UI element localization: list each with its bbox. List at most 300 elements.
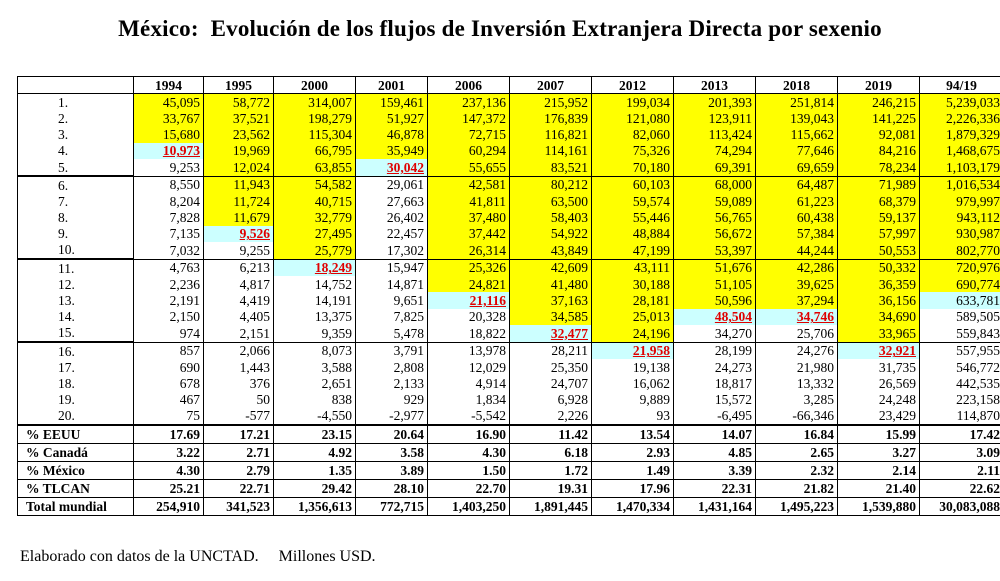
table-cell: 9,253 — [134, 159, 204, 176]
rank-label: 13. — [18, 292, 134, 308]
table-cell: 26,569 — [838, 375, 920, 391]
header-row — [18, 77, 1000, 94]
table-cell: 51,676 — [674, 259, 756, 276]
table-cell: 41,480 — [510, 276, 592, 292]
summary-cell: 30,083,088 — [920, 497, 1000, 515]
mexico-cell — [592, 342, 674, 359]
mexico-value: 18,249 — [314, 260, 352, 276]
summary-cell: 4.92 — [274, 443, 356, 461]
rank-label: 8. — [18, 210, 134, 226]
rank-label: 3. — [18, 127, 134, 143]
table-cell: 9,255 — [204, 242, 274, 259]
table-cell: 68,000 — [674, 176, 756, 193]
table-row — [18, 408, 1000, 425]
table-cell: 25,706 — [756, 325, 838, 342]
summary-cell: 3.09 — [920, 443, 1000, 461]
table-cell: 92,081 — [838, 127, 920, 143]
table-cell: 14,871 — [356, 276, 428, 292]
table-cell: 19,138 — [592, 359, 674, 375]
table-cell: 56,672 — [674, 226, 756, 242]
table-cell: 59,137 — [838, 210, 920, 226]
mexico-value: 30,042 — [386, 159, 424, 175]
table-cell: 442,535 — [920, 375, 1000, 391]
table-cell: 114,870 — [920, 408, 1000, 425]
summary-cell: 17.42 — [920, 425, 1000, 444]
table-row — [18, 193, 1000, 209]
summary-cell: 21.82 — [756, 479, 838, 497]
summary-label: % Canadá — [18, 443, 134, 461]
summary-cell: 22.70 — [428, 479, 510, 497]
summary-cell: 21.40 — [838, 479, 920, 497]
mexico-value: 32,921 — [878, 343, 916, 359]
table-cell: 857 — [134, 342, 204, 359]
table-cell: 12,024 — [204, 159, 274, 176]
table-cell: 22,457 — [356, 226, 428, 242]
table-cell: 37,294 — [756, 292, 838, 308]
rank-label: 6. — [18, 176, 134, 193]
summary-cell: 3.27 — [838, 443, 920, 461]
rank-label: 16. — [18, 342, 134, 359]
table-cell: 82,060 — [592, 127, 674, 143]
table-cell: 113,424 — [674, 127, 756, 143]
header-corner — [18, 77, 134, 94]
table-cell: 930,987 — [920, 226, 1000, 242]
table-cell: 60,103 — [592, 176, 674, 193]
table-cell: 720,976 — [920, 259, 1000, 276]
table-cell: 28,211 — [510, 342, 592, 359]
table-cell: -577 — [204, 408, 274, 425]
source-note: Elaborado con datos de la UNCTAD. Millones USD. — [20, 548, 376, 565]
table-cell: 21,980 — [756, 359, 838, 375]
table-cell: 11,943 — [204, 176, 274, 193]
mexico-cell — [274, 259, 356, 276]
table-cell: 546,772 — [920, 359, 1000, 375]
summary-cell: 1,470,334 — [592, 497, 674, 515]
rank-label: 12. — [18, 276, 134, 292]
table-cell: 1,879,329 — [920, 127, 1000, 143]
table-cell: 60,294 — [428, 143, 510, 159]
table-row — [18, 292, 1000, 308]
column-header: 2013 — [674, 77, 756, 94]
table-cell: 34,585 — [510, 309, 592, 325]
summary-cell: 254,910 — [134, 497, 204, 515]
table-cell: 60,438 — [756, 210, 838, 226]
summary-cell: 19.31 — [510, 479, 592, 497]
table-cell: 43,111 — [592, 259, 674, 276]
table-cell: 54,582 — [274, 176, 356, 193]
summary-cell: 1,403,250 — [428, 497, 510, 515]
table-cell: 55,655 — [428, 159, 510, 176]
ranking-rows — [18, 94, 1000, 425]
table-row — [18, 276, 1000, 292]
table-cell: 123,911 — [674, 110, 756, 126]
table-cell: 42,581 — [428, 176, 510, 193]
summary-cell: 3.22 — [134, 443, 204, 461]
table-cell: 20,328 — [428, 309, 510, 325]
table-cell: 25,013 — [592, 309, 674, 325]
mexico-value: 21,116 — [469, 293, 506, 309]
table-cell: 4,419 — [204, 292, 274, 308]
fdi-table — [17, 76, 1000, 516]
table-cell: 5,239,033 — [920, 94, 1000, 111]
rank-label: 14. — [18, 309, 134, 325]
table-cell: 80,212 — [510, 176, 592, 193]
table-cell: 376 — [204, 375, 274, 391]
table-row — [18, 242, 1000, 259]
rank-label: 11. — [18, 259, 134, 276]
mexico-value: 10,973 — [162, 143, 200, 159]
summary-cell: 1,539,880 — [838, 497, 920, 515]
rank-label: 19. — [18, 392, 134, 408]
table-cell: 25,779 — [274, 242, 356, 259]
table-row — [18, 309, 1000, 325]
table-cell: 559,843 — [920, 325, 1000, 342]
column-header: 2006 — [428, 77, 510, 94]
table-cell: 139,043 — [756, 110, 838, 126]
summary-cell: 341,523 — [204, 497, 274, 515]
table-cell: 13,978 — [428, 342, 510, 359]
column-header: 1994 — [134, 77, 204, 94]
table-cell: 1,468,675 — [920, 143, 1000, 159]
table-cell: 2,191 — [134, 292, 204, 308]
table-cell: 56,765 — [674, 210, 756, 226]
mexico-cell — [510, 325, 592, 342]
table-cell: -5,542 — [428, 408, 510, 425]
table-cell: 51,105 — [674, 276, 756, 292]
summary-row — [18, 443, 1000, 461]
column-header: 2001 — [356, 77, 428, 94]
page-title: México: Evolución de los flujos de Inversión Extranjera Directa por sexenio — [118, 16, 882, 41]
summary-cell: 1.72 — [510, 461, 592, 479]
summary-cell: 17.96 — [592, 479, 674, 497]
table-cell: 70,180 — [592, 159, 674, 176]
rank-label: 17. — [18, 359, 134, 375]
table-cell: 3,588 — [274, 359, 356, 375]
table-cell: 1,834 — [428, 392, 510, 408]
table-cell: 4,817 — [204, 276, 274, 292]
summary-cell: 23.15 — [274, 425, 356, 444]
table-cell: 246,215 — [838, 94, 920, 111]
table-cell: 943,112 — [920, 210, 1000, 226]
summary-cell: 4.30 — [428, 443, 510, 461]
column-header: 2012 — [592, 77, 674, 94]
table-cell: 15,680 — [134, 127, 204, 143]
table-cell: 2,133 — [356, 375, 428, 391]
table-cell: 24,248 — [838, 392, 920, 408]
table-cell: 215,952 — [510, 94, 592, 111]
table-cell: 36,359 — [838, 276, 920, 292]
summary-cell: 2.11 — [920, 461, 1000, 479]
mexico-cell — [356, 159, 428, 176]
table-cell: 75 — [134, 408, 204, 425]
table-cell: 2,226 — [510, 408, 592, 425]
summary-cell: 14.07 — [674, 425, 756, 444]
summary-cell: 20.64 — [356, 425, 428, 444]
table-cell: 2,226,336 — [920, 110, 1000, 126]
table-cell: 37,442 — [428, 226, 510, 242]
table-cell: 974 — [134, 325, 204, 342]
table-cell: 5,478 — [356, 325, 428, 342]
summary-cell: 1,495,223 — [756, 497, 838, 515]
table-cell: 25,326 — [428, 259, 510, 276]
summary-cell: 2.93 — [592, 443, 674, 461]
table-cell: 633,781 — [920, 292, 1000, 308]
table-row — [18, 342, 1000, 359]
table-cell: 36,156 — [838, 292, 920, 308]
table-cell: 115,662 — [756, 127, 838, 143]
table-cell: 159,461 — [356, 94, 428, 111]
table-cell: 24,276 — [756, 342, 838, 359]
table-cell: 9,359 — [274, 325, 356, 342]
mexico-cell — [756, 309, 838, 325]
summary-cell: 2.79 — [204, 461, 274, 479]
table-cell: 42,609 — [510, 259, 592, 276]
table-cell: 74,294 — [674, 143, 756, 159]
rank-label: 18. — [18, 375, 134, 391]
table-cell: 24,821 — [428, 276, 510, 292]
summary-cell: 28.10 — [356, 479, 428, 497]
table-cell: -4,550 — [274, 408, 356, 425]
table-cell: 115,304 — [274, 127, 356, 143]
mexico-value: 32,477 — [550, 325, 588, 341]
table-cell: 29,061 — [356, 176, 428, 193]
table-cell: 30,188 — [592, 276, 674, 292]
summary-label: % México — [18, 461, 134, 479]
table-cell: 690 — [134, 359, 204, 375]
table-cell: 4,763 — [134, 259, 204, 276]
table-cell: 141,225 — [838, 110, 920, 126]
table-cell: 201,393 — [674, 94, 756, 111]
table-cell: 93 — [592, 408, 674, 425]
summary-rows — [18, 425, 1000, 516]
summary-cell: 22.62 — [920, 479, 1000, 497]
table-cell: 11,679 — [204, 210, 274, 226]
table-cell: 58,403 — [510, 210, 592, 226]
table-cell: 16,062 — [592, 375, 674, 391]
table-cell: 23,429 — [838, 408, 920, 425]
table-cell: 2,808 — [356, 359, 428, 375]
table-cell: 27,663 — [356, 193, 428, 209]
table-row — [18, 359, 1000, 375]
table-cell: 7,828 — [134, 210, 204, 226]
mexico-value: 9,526 — [239, 226, 270, 242]
rank-label: 5. — [18, 159, 134, 176]
summary-cell: 17.21 — [204, 425, 274, 444]
table-cell: 50,553 — [838, 242, 920, 259]
table-cell: 31,735 — [838, 359, 920, 375]
table-cell: 46,878 — [356, 127, 428, 143]
summary-cell: 29.42 — [274, 479, 356, 497]
table-cell: 199,034 — [592, 94, 674, 111]
column-header: 1995 — [204, 77, 274, 94]
table-cell: 77,646 — [756, 143, 838, 159]
table-cell: 39,625 — [756, 276, 838, 292]
mexico-cell — [134, 143, 204, 159]
table-cell: 69,391 — [674, 159, 756, 176]
summary-label: % TLCAN — [18, 479, 134, 497]
table-cell: 72,715 — [428, 127, 510, 143]
rank-label: 20. — [18, 408, 134, 425]
summary-label: % EEUU — [18, 425, 134, 444]
table-cell: 7,825 — [356, 309, 428, 325]
summary-cell: 3.39 — [674, 461, 756, 479]
table-cell: 147,372 — [428, 110, 510, 126]
table-cell: 33,767 — [134, 110, 204, 126]
mexico-cell — [428, 292, 510, 308]
table-cell: 979,997 — [920, 193, 1000, 209]
table-cell: 13,375 — [274, 309, 356, 325]
rank-label: 7. — [18, 193, 134, 209]
table-cell: 37,521 — [204, 110, 274, 126]
table-cell: 690,774 — [920, 276, 1000, 292]
mexico-value: 48,504 — [714, 309, 752, 325]
table-cell: 2,150 — [134, 309, 204, 325]
table-cell: 37,480 — [428, 210, 510, 226]
table-cell: 28,199 — [674, 342, 756, 359]
table-cell: 83,521 — [510, 159, 592, 176]
summary-cell: 4.30 — [134, 461, 204, 479]
table-cell: 121,080 — [592, 110, 674, 126]
table-cell: 51,927 — [356, 110, 428, 126]
mexico-value: 21,958 — [632, 343, 670, 359]
table-cell: 12,029 — [428, 359, 510, 375]
table-cell: 223,158 — [920, 392, 1000, 408]
table-cell: 7,135 — [134, 226, 204, 242]
table-cell: 3,791 — [356, 342, 428, 359]
table-cell: 8,550 — [134, 176, 204, 193]
table-cell: 44,244 — [756, 242, 838, 259]
table-cell: 176,839 — [510, 110, 592, 126]
table-cell: 63,500 — [510, 193, 592, 209]
table-cell: 57,384 — [756, 226, 838, 242]
table-cell: 14,191 — [274, 292, 356, 308]
table-cell: 34,270 — [674, 325, 756, 342]
table-cell: -2,977 — [356, 408, 428, 425]
table-cell: 1,443 — [204, 359, 274, 375]
table-row — [18, 159, 1000, 176]
table-cell: 24,196 — [592, 325, 674, 342]
table-cell: 48,884 — [592, 226, 674, 242]
summary-cell: 16.90 — [428, 425, 510, 444]
table-cell: 802,770 — [920, 242, 1000, 259]
table-cell: 1,016,534 — [920, 176, 1000, 193]
summary-cell: 2.65 — [756, 443, 838, 461]
table-cell: 9,651 — [356, 292, 428, 308]
table-cell: 18,822 — [428, 325, 510, 342]
summary-cell: 16.84 — [756, 425, 838, 444]
table-cell: 198,279 — [274, 110, 356, 126]
rank-label: 4. — [18, 143, 134, 159]
summary-row — [18, 497, 1000, 515]
table-cell: 42,286 — [756, 259, 838, 276]
table-cell: 59,574 — [592, 193, 674, 209]
table-cell: 467 — [134, 392, 204, 408]
table-cell: 78,234 — [838, 159, 920, 176]
table-cell: 116,821 — [510, 127, 592, 143]
table-cell: 75,326 — [592, 143, 674, 159]
summary-cell: 3.89 — [356, 461, 428, 479]
summary-cell: 1.49 — [592, 461, 674, 479]
summary-row — [18, 461, 1000, 479]
summary-cell: 6.18 — [510, 443, 592, 461]
summary-cell: 1,891,445 — [510, 497, 592, 515]
table-row — [18, 210, 1000, 226]
table-cell: 8,204 — [134, 193, 204, 209]
table-cell: 2,151 — [204, 325, 274, 342]
summary-cell: 1.50 — [428, 461, 510, 479]
summary-cell: 15.99 — [838, 425, 920, 444]
table-cell: 6,928 — [510, 392, 592, 408]
table-cell: 45,095 — [134, 94, 204, 111]
rank-label: 1. — [18, 94, 134, 111]
table-cell: 66,795 — [274, 143, 356, 159]
table-cell: 68,379 — [838, 193, 920, 209]
table-cell: 838 — [274, 392, 356, 408]
summary-cell: 11.42 — [510, 425, 592, 444]
summary-row — [18, 479, 1000, 497]
summary-cell: 22.71 — [204, 479, 274, 497]
table-row — [18, 143, 1000, 159]
table-cell: 47,199 — [592, 242, 674, 259]
table-cell: 40,715 — [274, 193, 356, 209]
rank-label: 10. — [18, 242, 134, 259]
rank-label: 15. — [18, 325, 134, 342]
table-cell: 7,032 — [134, 242, 204, 259]
table-cell: 18,817 — [674, 375, 756, 391]
table-cell: 251,814 — [756, 94, 838, 111]
table-cell: 26,314 — [428, 242, 510, 259]
summary-cell: 13.54 — [592, 425, 674, 444]
table-row — [18, 325, 1000, 342]
column-header: 2007 — [510, 77, 592, 94]
table-cell: 13,332 — [756, 375, 838, 391]
table-cell: 1,103,179 — [920, 159, 1000, 176]
table-cell: 11,724 — [204, 193, 274, 209]
mexico-cell — [204, 226, 274, 242]
table-cell: 24,707 — [510, 375, 592, 391]
table-row — [18, 375, 1000, 391]
summary-cell: 1,431,164 — [674, 497, 756, 515]
table-cell: 589,505 — [920, 309, 1000, 325]
table-row — [18, 226, 1000, 242]
table-cell: 4,914 — [428, 375, 510, 391]
table-cell: 3,285 — [756, 392, 838, 408]
table-cell: 314,007 — [274, 94, 356, 111]
table-cell: 53,397 — [674, 242, 756, 259]
summary-label: Total mundial — [18, 497, 134, 515]
table-cell: 63,855 — [274, 159, 356, 176]
rank-label: 9. — [18, 226, 134, 242]
rank-label: 2. — [18, 110, 134, 126]
table-cell: -66,346 — [756, 408, 838, 425]
table-cell: 37,163 — [510, 292, 592, 308]
summary-cell: 2.14 — [838, 461, 920, 479]
table-cell: 50,332 — [838, 259, 920, 276]
summary-row — [18, 425, 1000, 444]
table-cell: 58,772 — [204, 94, 274, 111]
table-cell: 50,596 — [674, 292, 756, 308]
table-cell: 557,955 — [920, 342, 1000, 359]
table-cell: 34,690 — [838, 309, 920, 325]
table-cell: 23,562 — [204, 127, 274, 143]
mexico-cell — [674, 309, 756, 325]
table-cell: 15,947 — [356, 259, 428, 276]
summary-cell: 22.31 — [674, 479, 756, 497]
mexico-value: 34,746 — [796, 309, 834, 325]
table-cell: -6,495 — [674, 408, 756, 425]
table-cell: 69,659 — [756, 159, 838, 176]
summary-cell: 772,715 — [356, 497, 428, 515]
